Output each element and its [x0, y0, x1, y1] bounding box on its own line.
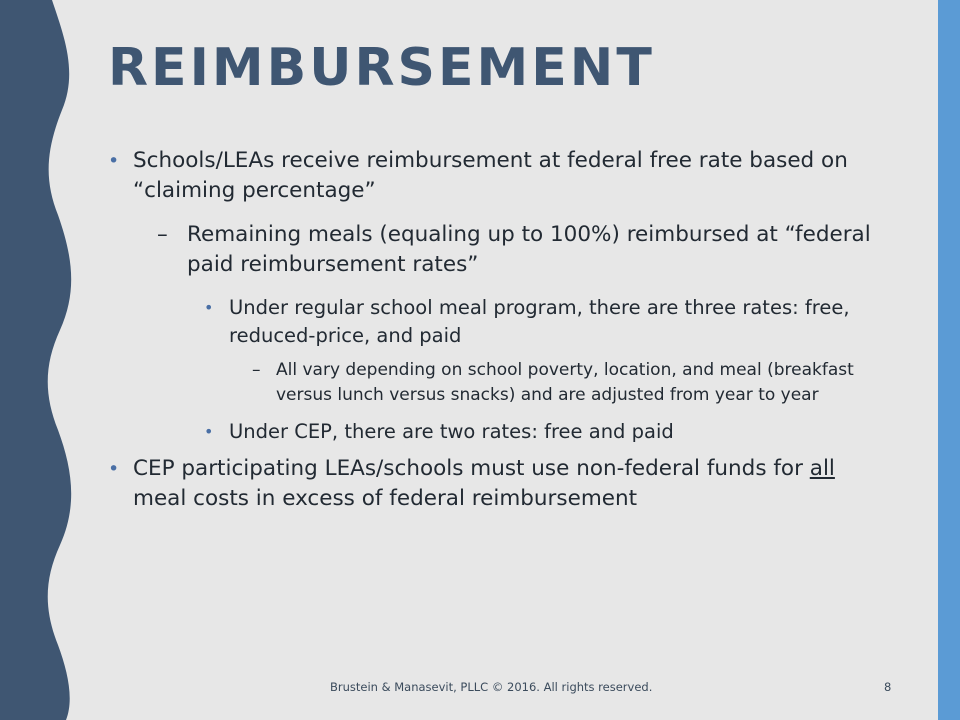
sub-bullet-text: Remaining meals (equaling up to 100%) reimbursed at “federal paid reimbursement rates” [187, 222, 871, 277]
footer-copyright: Brustein & Manasevit, PLLC © 2016. All rights reserved. [330, 680, 653, 694]
slide-body [105, 146, 875, 528]
slide-title: REIMBURSEMENT [108, 38, 655, 98]
sub-sub-bullet-item [105, 418, 875, 446]
sub-sub-bullet-text: Under CEP, there are two rates: free and paid [229, 420, 674, 443]
dash-marker: – [252, 360, 261, 380]
bullet-item [105, 454, 875, 514]
bullet-item [105, 146, 875, 206]
detail-bullet-text: All vary depending on school poverty, location, and meal (breakfast versus lunch versus snacks) and are adjusted from year to year [276, 360, 854, 405]
bullet-text-part: meal costs in excess of federal reimbursement [133, 486, 638, 511]
bullet-marker: • [204, 422, 214, 441]
bullet-marker: • [108, 458, 120, 480]
sub-bullet-item [105, 220, 875, 280]
detail-bullet-item [105, 358, 875, 408]
underlined-word: all [809, 456, 835, 481]
bullet-text-part: CEP participating LEAs/schools must use non-federal funds for [133, 456, 810, 481]
page-number: 8 [884, 680, 892, 694]
bullet-marker: • [108, 150, 120, 172]
right-accent-stripe [938, 0, 960, 720]
dash-marker: – [157, 222, 168, 247]
bullet-text: Schools/LEAs receive reimbursement at federal free rate based on “claiming percentage” [133, 148, 848, 203]
sub-sub-bullet-item [105, 294, 875, 350]
bullet-text [133, 456, 835, 511]
wave-shape [0, 0, 71, 720]
bullet-marker: • [204, 298, 214, 317]
left-wave-band [0, 0, 80, 720]
sub-sub-bullet-text: Under regular school meal program, there are three rates: free, reduced-price, and paid [229, 296, 850, 347]
